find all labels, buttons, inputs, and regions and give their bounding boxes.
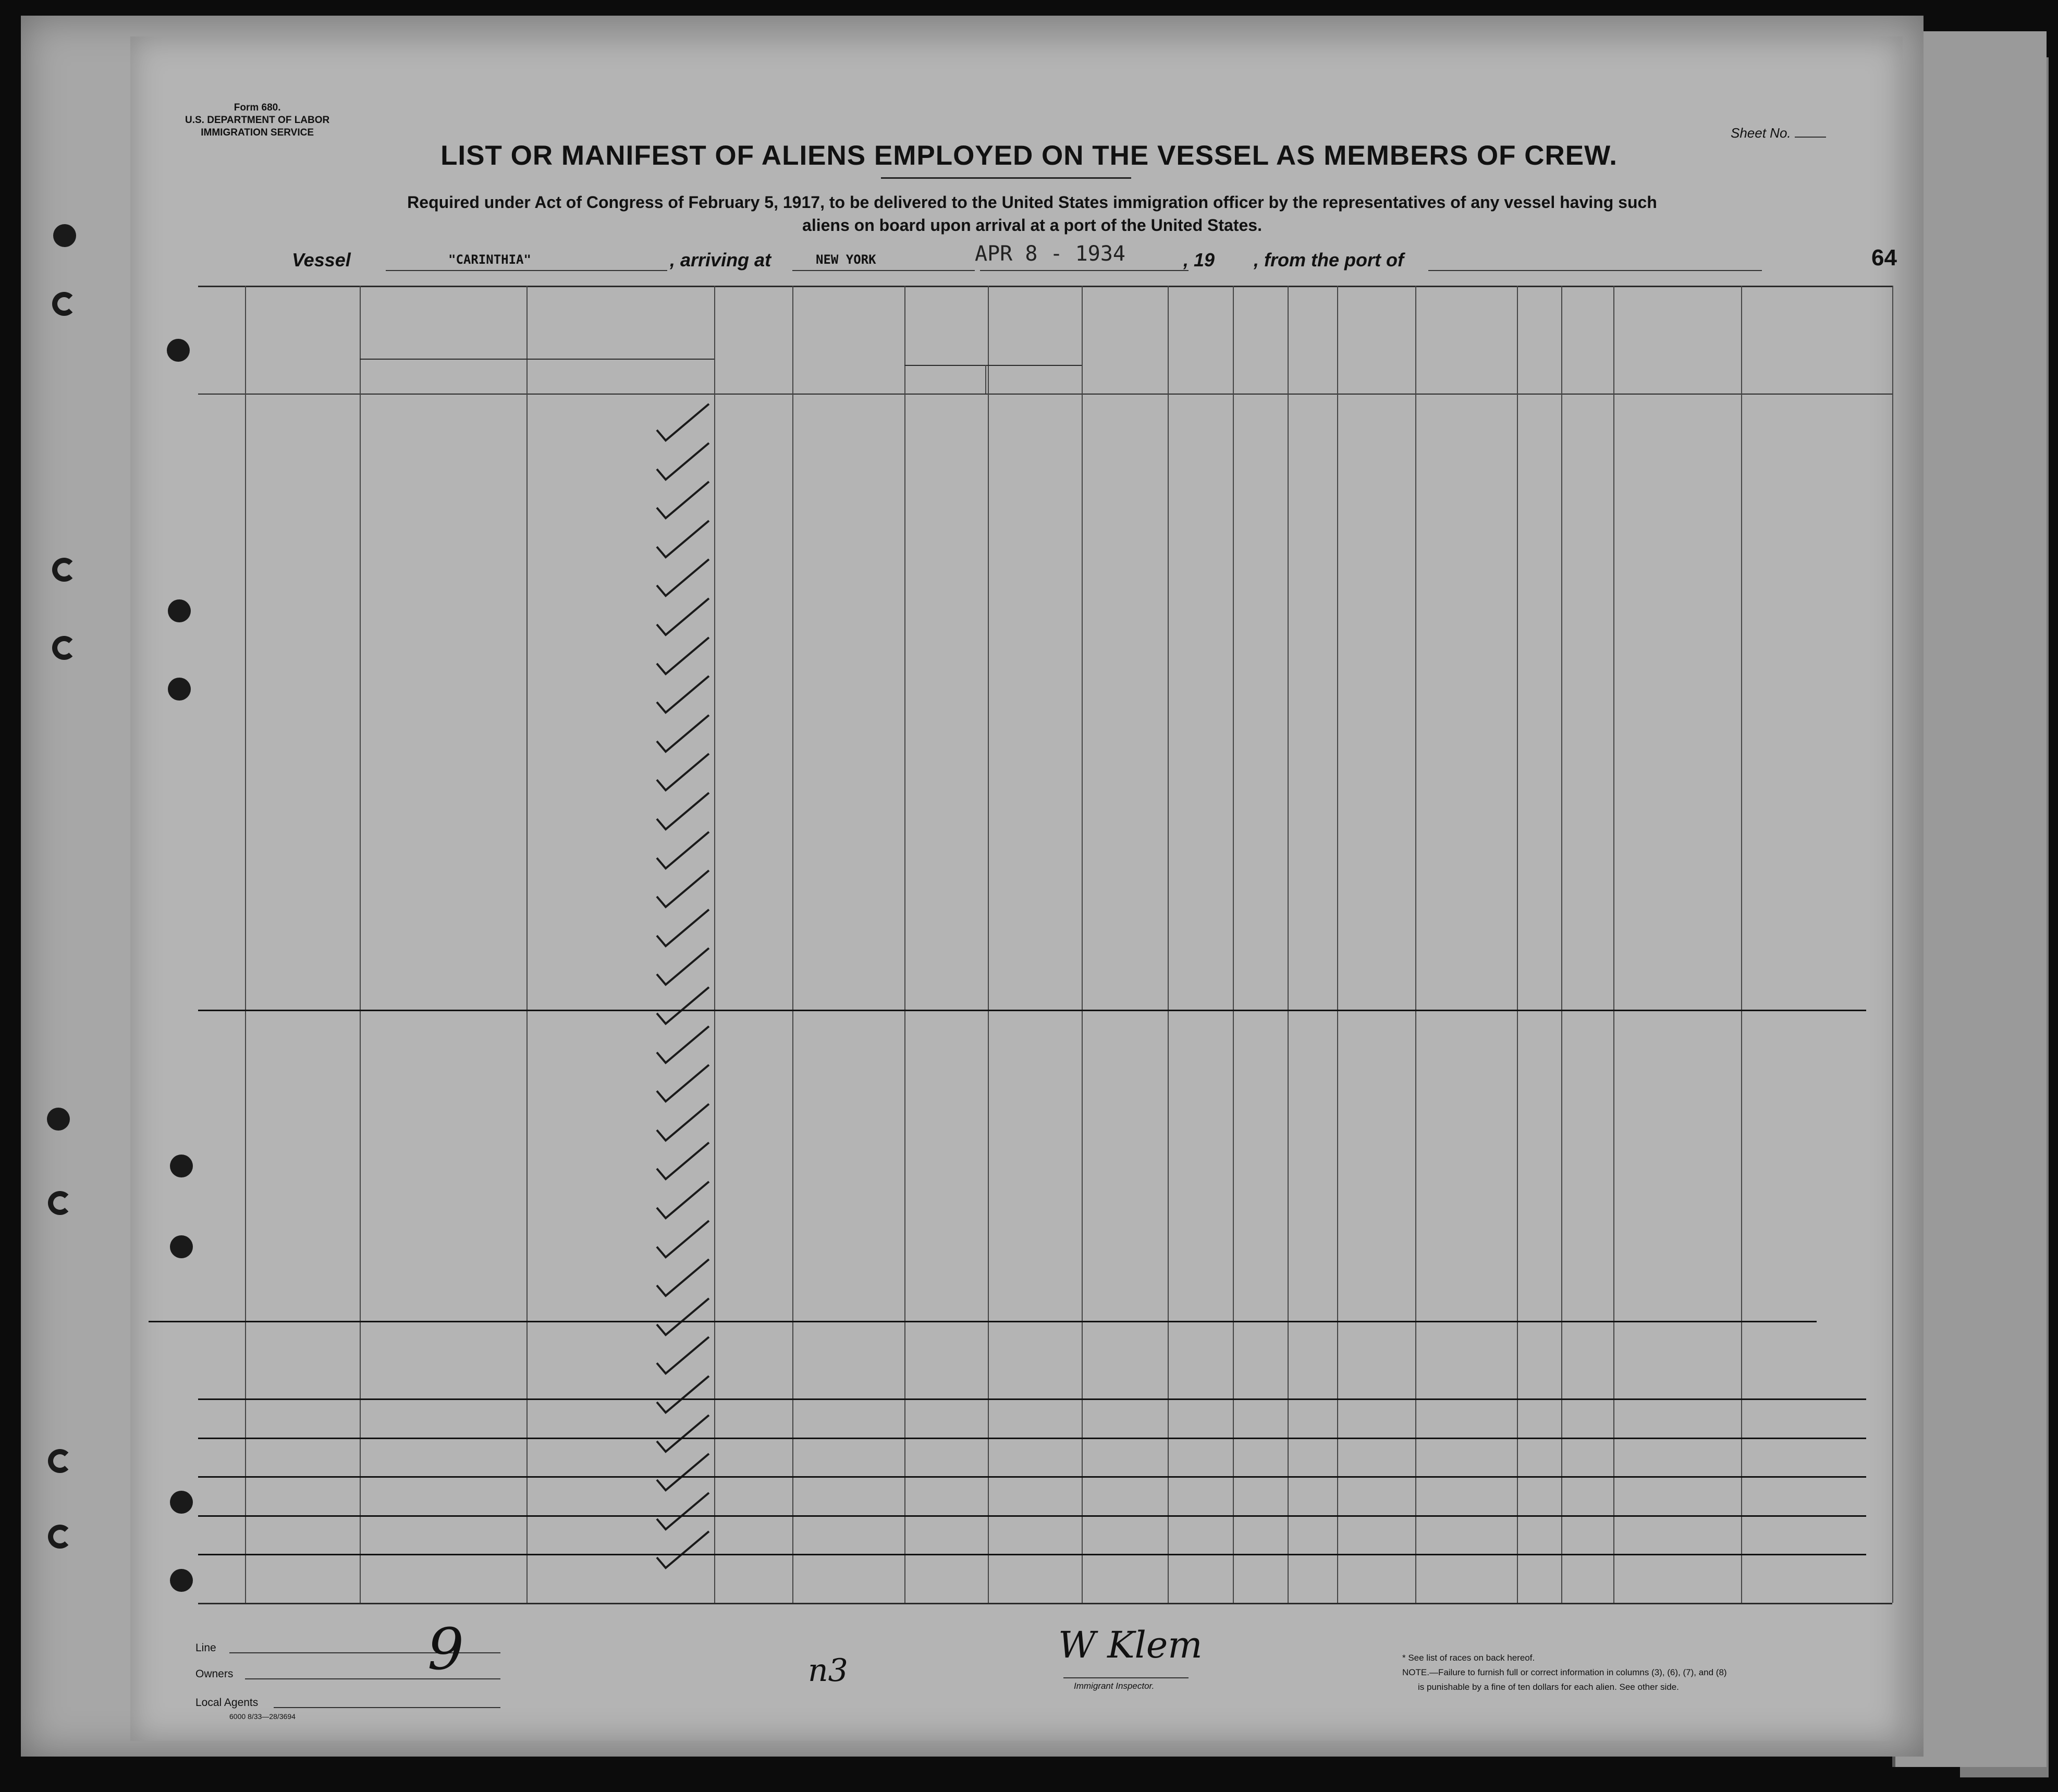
header-bottom-rule xyxy=(198,394,1892,395)
shipped-subheader-rule xyxy=(904,365,1082,366)
column-divider xyxy=(1892,286,1893,1603)
inspector-label: Immigrant Inspector. xyxy=(1074,1681,1155,1691)
column-divider xyxy=(1561,286,1562,1603)
check-mark xyxy=(654,596,712,637)
strike-through-line xyxy=(198,1438,1866,1439)
check-mark xyxy=(654,1062,712,1104)
punch-hole xyxy=(48,1449,72,1473)
inspector-underline xyxy=(1063,1677,1189,1678)
arriving-label: , arriving at xyxy=(670,249,771,271)
punch-hole xyxy=(47,1108,70,1131)
page-subtitle: Required under Act of Congress of February 5, 1917, to be delivered to the United States immigration officer by the representatives of any vessel having such aliens on board upon arrival at a port of the United States. xyxy=(407,193,1657,235)
column-divider xyxy=(245,286,246,1603)
agents-underline xyxy=(274,1707,500,1708)
table-top-rule xyxy=(198,286,1892,287)
column-divider xyxy=(1337,286,1338,1603)
handwritten-nine: 9 xyxy=(427,1616,464,1683)
check-mark xyxy=(654,1218,712,1260)
arriving-port: NEW YORK xyxy=(816,252,876,267)
punch-hole xyxy=(170,1155,193,1177)
punch-hole xyxy=(170,1235,193,1258)
column-divider xyxy=(1613,286,1614,1603)
page-title: LIST OR MANIFEST OF ALIENS EMPLOYED ON THE VESSEL AS MEMBERS OF CREW. xyxy=(440,140,1618,171)
strike-through-line xyxy=(198,1515,1866,1517)
column-divider xyxy=(904,286,905,1603)
fine-note-line-1: NOTE.—Failure to furnish full or correct information in columns (3), (6), (7), and (8) xyxy=(1402,1667,1727,1677)
check-mark xyxy=(654,1179,712,1221)
strike-through-line xyxy=(198,1554,1866,1555)
port-underline xyxy=(792,270,975,271)
punch-hole xyxy=(53,224,76,247)
service-name: IMMIGRATION SERVICE xyxy=(201,127,314,138)
name-subheader-rule xyxy=(360,359,714,360)
manifest-form xyxy=(130,36,1903,1741)
punch-hole xyxy=(48,1191,72,1215)
check-mark xyxy=(654,1413,712,1454)
print-code: 6000 8/33—28/3694 xyxy=(229,1712,296,1721)
strike-through-line xyxy=(198,1398,1866,1400)
check-mark xyxy=(654,713,712,754)
column-divider xyxy=(714,286,715,1603)
column-divider xyxy=(526,286,528,1603)
punch-hole xyxy=(168,599,191,622)
title-rule xyxy=(881,177,1131,179)
punch-hole xyxy=(170,1491,193,1514)
line-label: Line xyxy=(195,1642,216,1654)
column-divider xyxy=(1741,286,1742,1603)
column-divider xyxy=(1168,286,1169,1603)
vessel-name: "CARINTHIA" xyxy=(448,252,531,267)
check-mark xyxy=(654,1451,712,1493)
strike-through-line xyxy=(198,1476,1866,1478)
year-label: , 19 xyxy=(1183,249,1215,271)
from-port-underline xyxy=(1428,270,1762,271)
check-mark xyxy=(654,635,712,677)
column-divider xyxy=(1233,286,1234,1603)
handwritten-n3: n3 xyxy=(808,1652,848,1689)
column-divider xyxy=(1517,286,1518,1603)
fine-note-line-2: is punishable by a fine of ten dollars for each alien. See other side. xyxy=(1418,1682,1679,1692)
vessel-label: Vessel xyxy=(292,249,351,271)
check-mark xyxy=(654,673,712,715)
check-mark xyxy=(654,1529,712,1570)
owners-label: Owners xyxy=(195,1668,234,1680)
form-department-block xyxy=(185,102,329,139)
column-divider xyxy=(360,286,361,1603)
punch-hole xyxy=(170,1569,193,1592)
date-underline xyxy=(980,270,1189,271)
race-note: * See list of races on back hereof. xyxy=(1402,1653,1535,1663)
from-port-label: , from the port of xyxy=(1254,249,1404,271)
check-mark xyxy=(654,1334,712,1376)
check-mark xyxy=(654,1257,712,1298)
check-mark xyxy=(654,1101,712,1143)
punch-hole xyxy=(52,558,76,582)
check-mark xyxy=(654,557,712,598)
column-divider xyxy=(792,286,793,1603)
check-mark xyxy=(654,401,712,443)
shipped-subdivider xyxy=(985,365,986,394)
check-mark xyxy=(654,1490,712,1532)
punch-hole xyxy=(52,636,76,660)
form-number: Form 680. xyxy=(234,102,281,113)
strike-through-line xyxy=(149,1321,1817,1322)
page-number: 64 xyxy=(1871,245,1897,271)
sheet-number-label: Sheet No. xyxy=(1731,125,1826,141)
punch-hole xyxy=(48,1525,72,1549)
check-mark xyxy=(654,1024,712,1065)
check-mark xyxy=(654,829,712,871)
punch-hole xyxy=(168,678,191,701)
check-mark xyxy=(654,907,712,949)
check-mark xyxy=(654,518,712,560)
check-mark xyxy=(654,868,712,910)
inspector-signature: W Klem xyxy=(1058,1624,1203,1666)
column-divider xyxy=(1288,286,1289,1603)
punch-hole xyxy=(167,339,190,362)
check-mark xyxy=(654,440,712,482)
local-agents-label: Local Agents xyxy=(195,1697,259,1709)
check-mark xyxy=(654,790,712,832)
punch-hole xyxy=(52,292,76,316)
check-mark xyxy=(654,1373,712,1415)
strike-through-line xyxy=(198,1010,1866,1011)
column-divider xyxy=(1415,286,1416,1603)
check-mark xyxy=(654,1296,712,1337)
check-mark xyxy=(654,1140,712,1182)
check-mark xyxy=(654,751,712,793)
check-mark xyxy=(654,946,712,987)
check-mark xyxy=(654,479,712,521)
department-name: U.S. DEPARTMENT OF LABOR xyxy=(185,115,330,126)
date-stamp: APR 8 - 1934 xyxy=(975,242,1125,266)
column-divider xyxy=(1082,286,1083,1603)
column-divider xyxy=(988,286,989,1603)
table-bottom-rule xyxy=(198,1603,1892,1604)
vessel-underline xyxy=(386,270,667,271)
check-mark xyxy=(654,985,712,1026)
